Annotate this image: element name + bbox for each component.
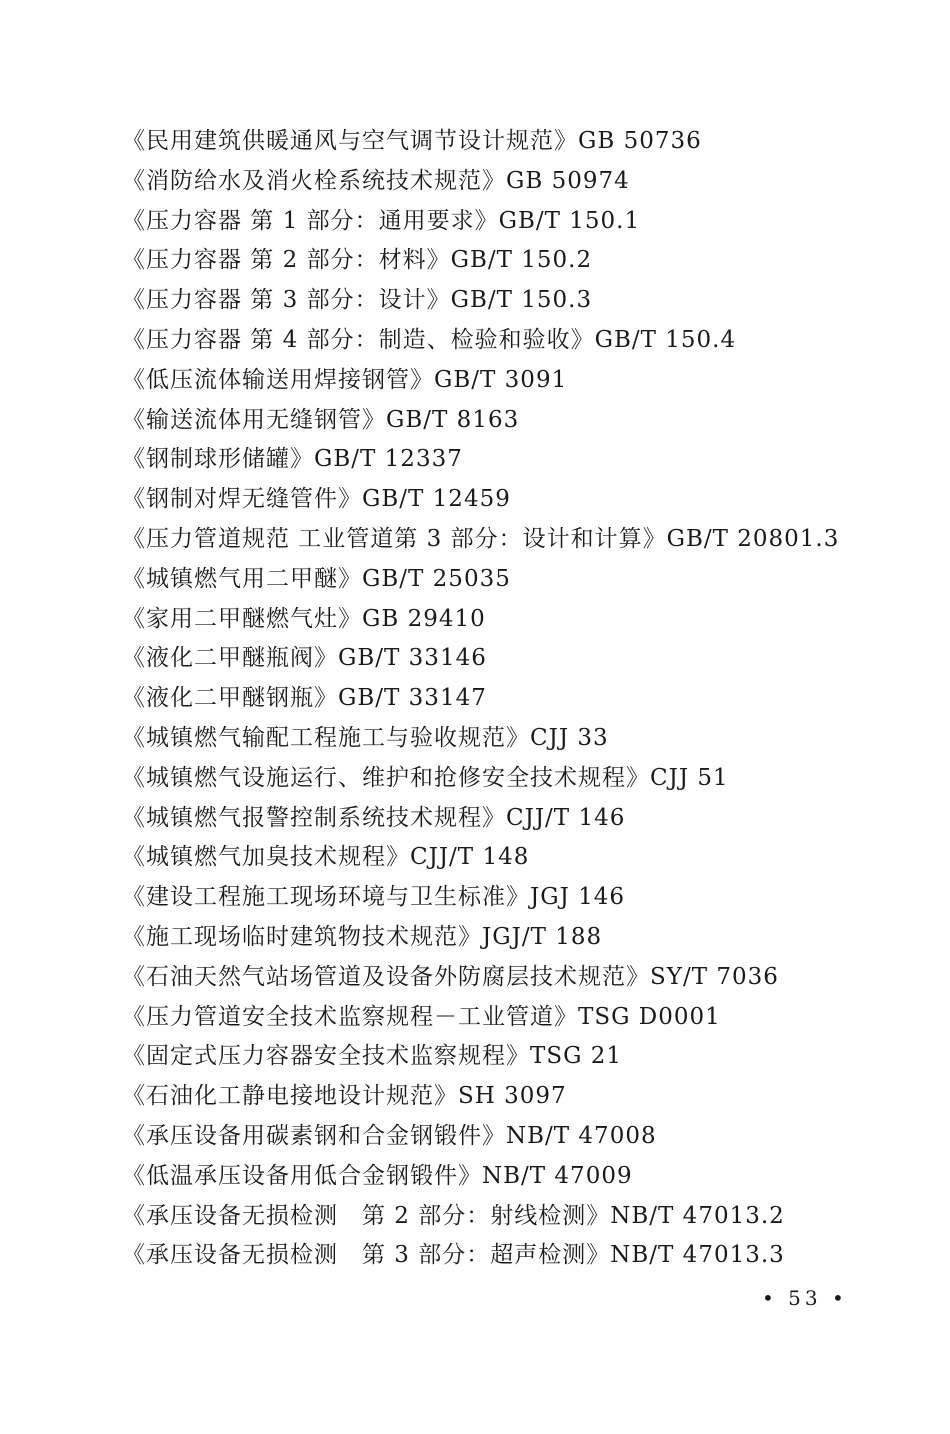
reference-standards-list <box>122 122 902 1276</box>
reference-item: 《消防给水及消火栓系统技术规范》GB 50974 <box>122 167 630 194</box>
reference-item: 《承压设备无损检测 第 2 部分：射线检测》NB/T 47013.2 <box>122 1202 785 1229</box>
reference-item: 《低压流体输送用焊接钢管》GB/T 3091 <box>122 366 568 393</box>
reference-item: 《城镇燃气报警控制系统技术规程》CJJ/T 146 <box>122 804 626 831</box>
reference-item: 《城镇燃气用二甲醚》GB/T 25035 <box>122 565 511 592</box>
reference-item: 《城镇燃气设施运行、维护和抢修安全技术规程》CJJ 51 <box>122 764 729 791</box>
reference-item: 《输送流体用无缝钢管》GB/T 8163 <box>122 406 520 433</box>
reference-item: 《石油化工静电接地设计规范》SH 3097 <box>122 1083 567 1110</box>
reference-item: 《压力容器 第 4 部分：制造、检验和验收》GB/T 150.4 <box>122 326 737 353</box>
reference-item: 《压力管道规范 工业管道第 3 部分：设计和计算》GB/T 20801.3 <box>122 525 840 552</box>
reference-item: 《施工现场临时建筑物技术规范》JGJ/T 188 <box>122 923 603 950</box>
reference-item: 《压力容器 第 3 部分：设计》GB/T 150.3 <box>122 287 593 314</box>
reference-item: 《压力管道安全技术监察规程－工业管道》TSG D0001 <box>122 1003 721 1030</box>
page-number: • 53 • <box>762 1286 848 1310</box>
reference-item: 《钢制对焊无缝管件》GB/T 12459 <box>122 486 511 513</box>
reference-item: 《固定式压力容器安全技术监察规程》TSG 21 <box>122 1043 623 1070</box>
reference-item: 《压力容器 第 1 部分：通用要求》GB/T 150.1 <box>122 207 641 234</box>
reference-item: 《家用二甲醚燃气灶》GB 29410 <box>122 605 486 632</box>
reference-item: 《建设工程施工现场环境与卫生标准》JGJ 146 <box>122 884 626 911</box>
reference-item: 《压力容器 第 2 部分：材料》GB/T 150.2 <box>122 247 593 274</box>
reference-item: 《承压设备无损检测 第 3 部分：超声检测》NB/T 47013.3 <box>122 1242 785 1269</box>
reference-item: 《民用建筑供暖通风与空气调节设计规范》GB 50736 <box>122 128 702 154</box>
reference-item: 《城镇燃气输配工程施工与验收规范》CJJ 33 <box>122 724 609 751</box>
reference-item: 《城镇燃气加臭技术规程》CJJ/T 148 <box>122 844 530 871</box>
reference-item: 《钢制球形储罐》GB/T 12337 <box>122 446 463 473</box>
reference-item: 《承压设备用碳素钢和合金钢锻件》NB/T 47008 <box>122 1122 657 1149</box>
reference-item: 《低温承压设备用低合金钢锻件》NB/T 47009 <box>122 1162 633 1189</box>
reference-item: 《石油天然气站场管道及设备外防腐层技术规范》SY/T 7036 <box>122 963 779 990</box>
reference-item: 《液化二甲醚钢瓶》GB/T 33147 <box>122 685 487 712</box>
reference-item: 《液化二甲醚瓶阀》GB/T 33146 <box>122 645 487 672</box>
